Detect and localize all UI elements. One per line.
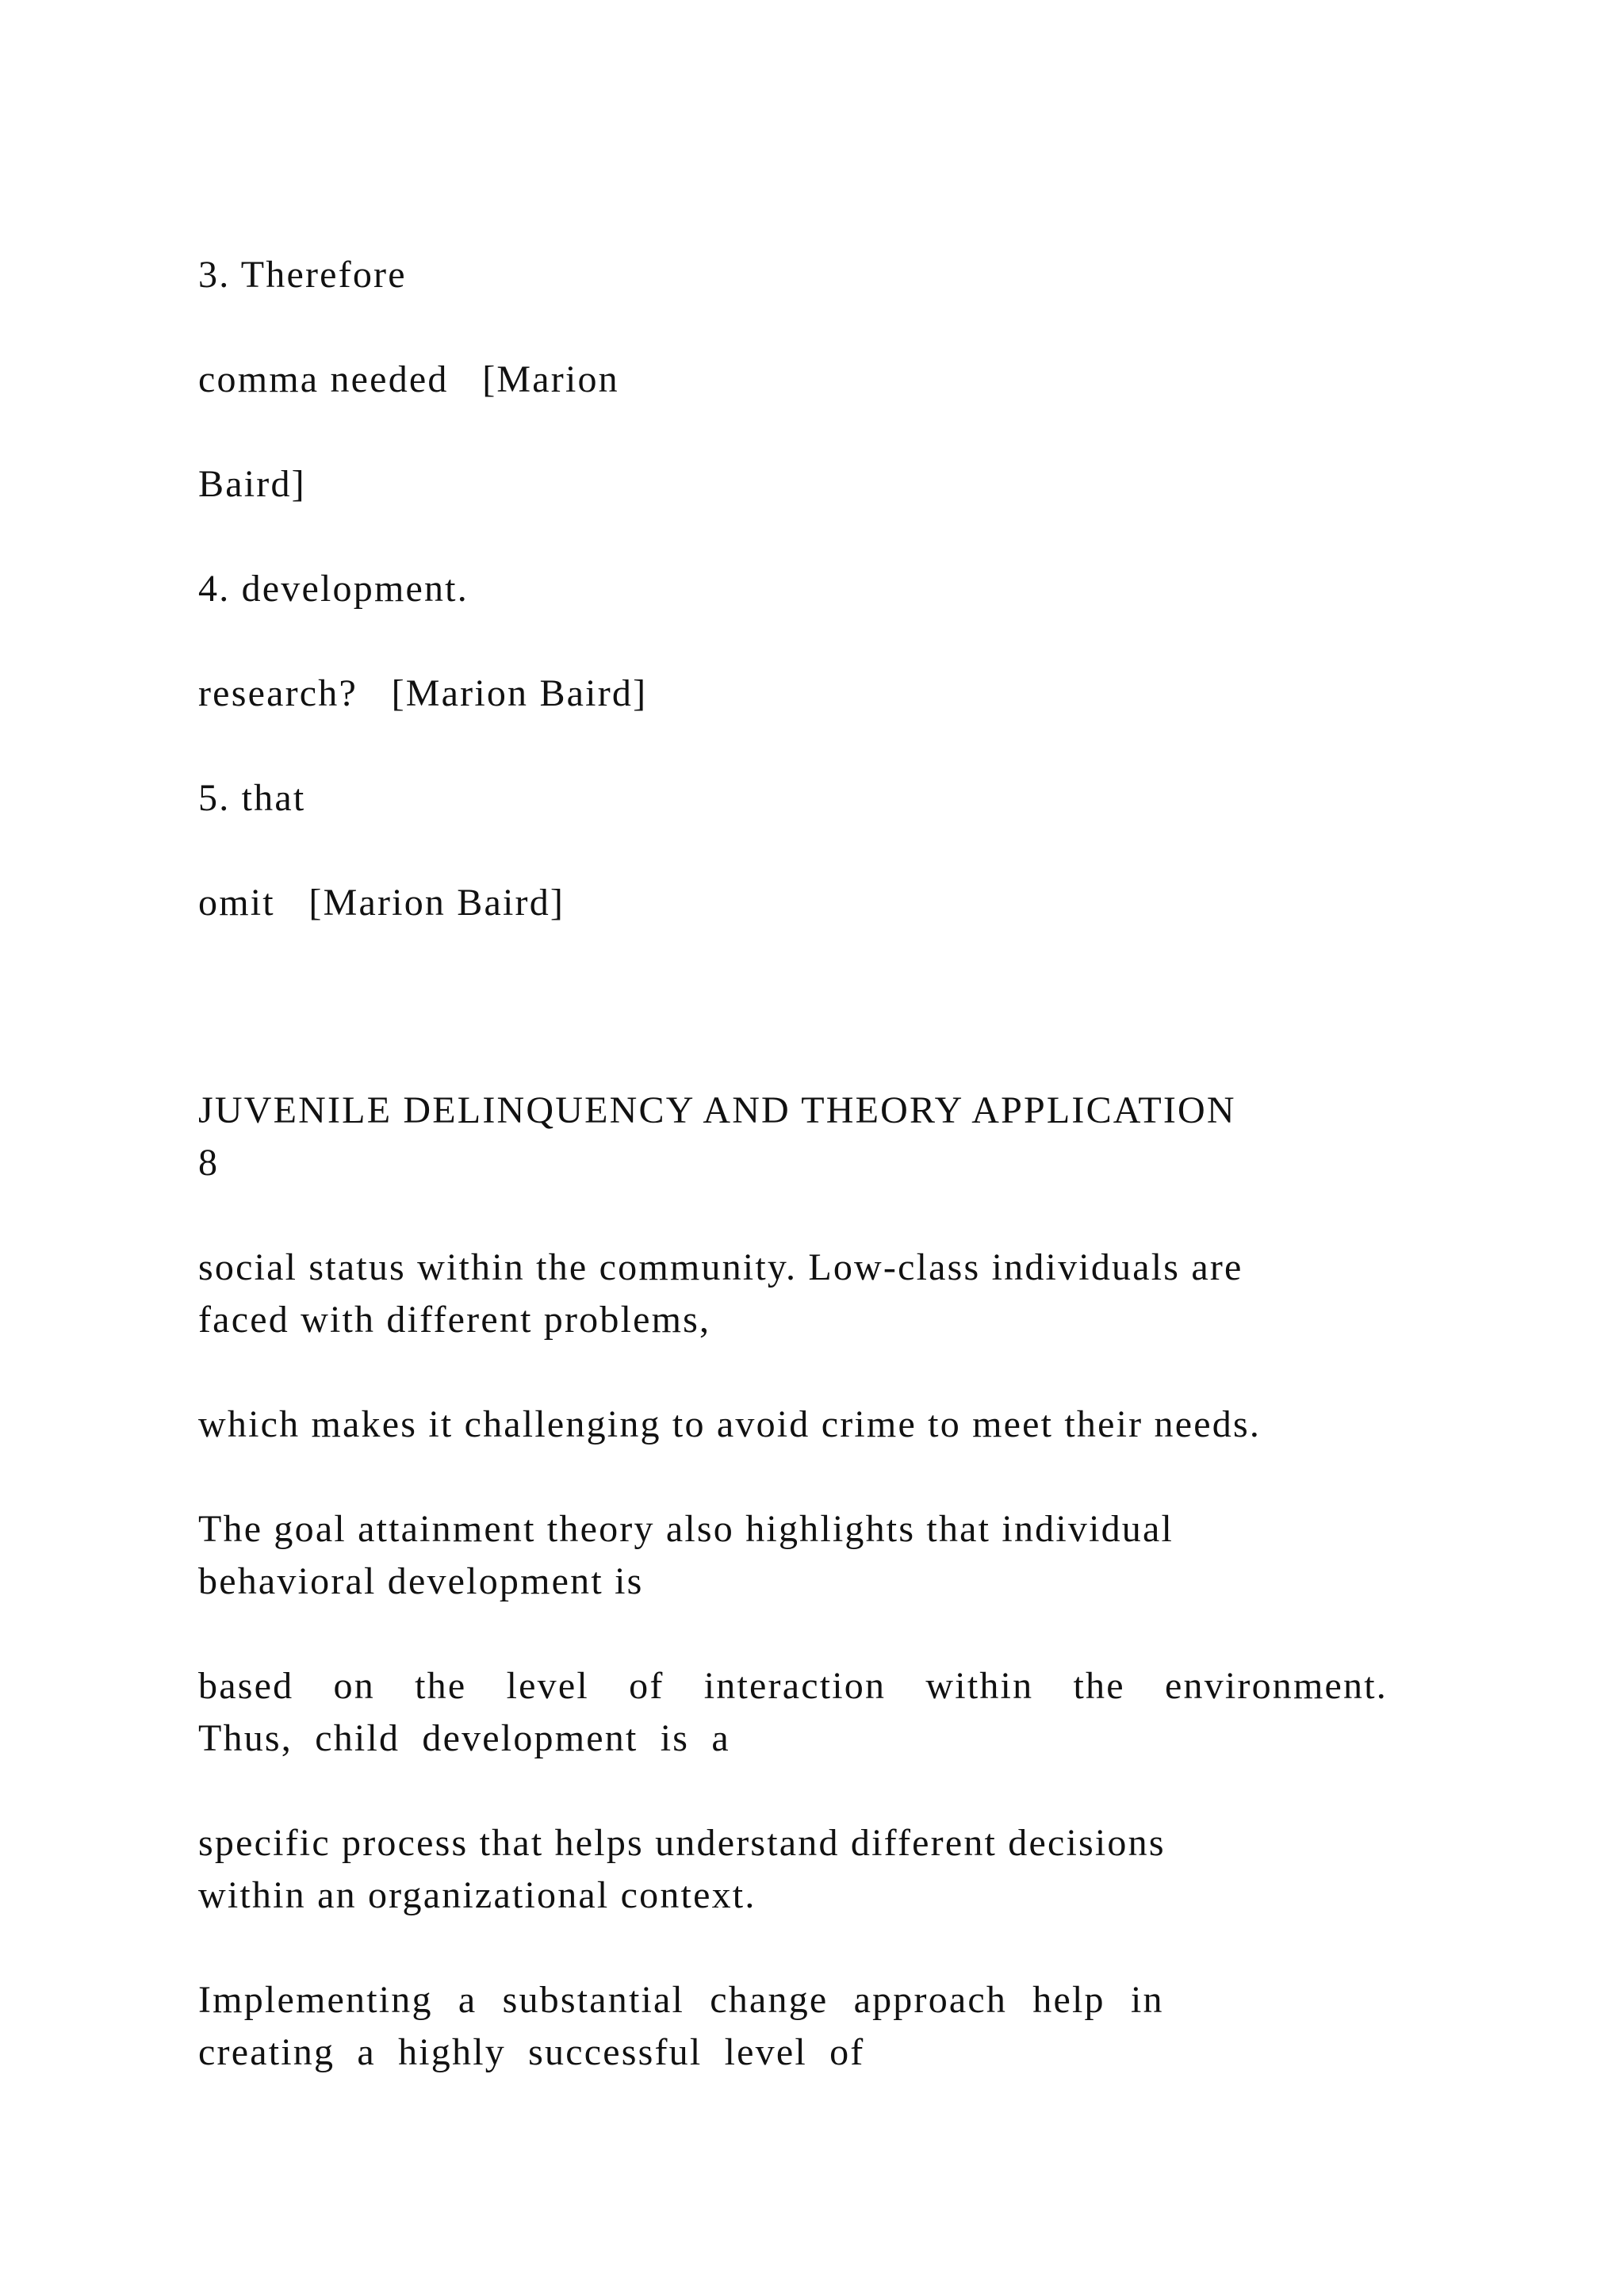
body-line: social status within the community. Low-class individuals are <box>198 1246 1243 1288</box>
comment-item-3-author: Baird] <box>198 463 306 505</box>
body-line: The goal attainment theory also highlights that individual <box>198 1508 1174 1550</box>
body-line: faced with different problems, <box>198 1299 711 1341</box>
running-head: JUVENILE DELINQUENCY AND THEORY APPLICATION <box>198 1089 1236 1131</box>
body-line: behavioral development is <box>198 1560 644 1602</box>
body-line: Thus, child development is a <box>198 1717 730 1759</box>
comment-item-5-text: omit [Marion Baird] <box>198 882 565 924</box>
body-line: Implementing a substantial change approach help in <box>198 1979 1164 2021</box>
body-line: within an organizational context. <box>198 1874 756 1916</box>
body-line: creating a highly successful level of <box>198 2031 865 2073</box>
comment-item-4-text: research? [Marion Baird] <box>198 672 648 714</box>
comment-item-4-label: 4. development. <box>198 568 469 610</box>
body-line: specific process that helps understand different decisions <box>198 1822 1166 1864</box>
body-line: based on the level of interaction within the environment. <box>198 1665 1388 1707</box>
comment-item-5-label: 5. that <box>198 777 306 819</box>
comment-item-3-text: comma needed [Marion <box>198 358 619 400</box>
body-line: which makes it challenging to avoid crime to meet their needs. <box>198 1403 1262 1445</box>
page-number: 8 <box>198 1142 220 1184</box>
comment-item-3-label: 3. Therefore <box>198 254 407 296</box>
